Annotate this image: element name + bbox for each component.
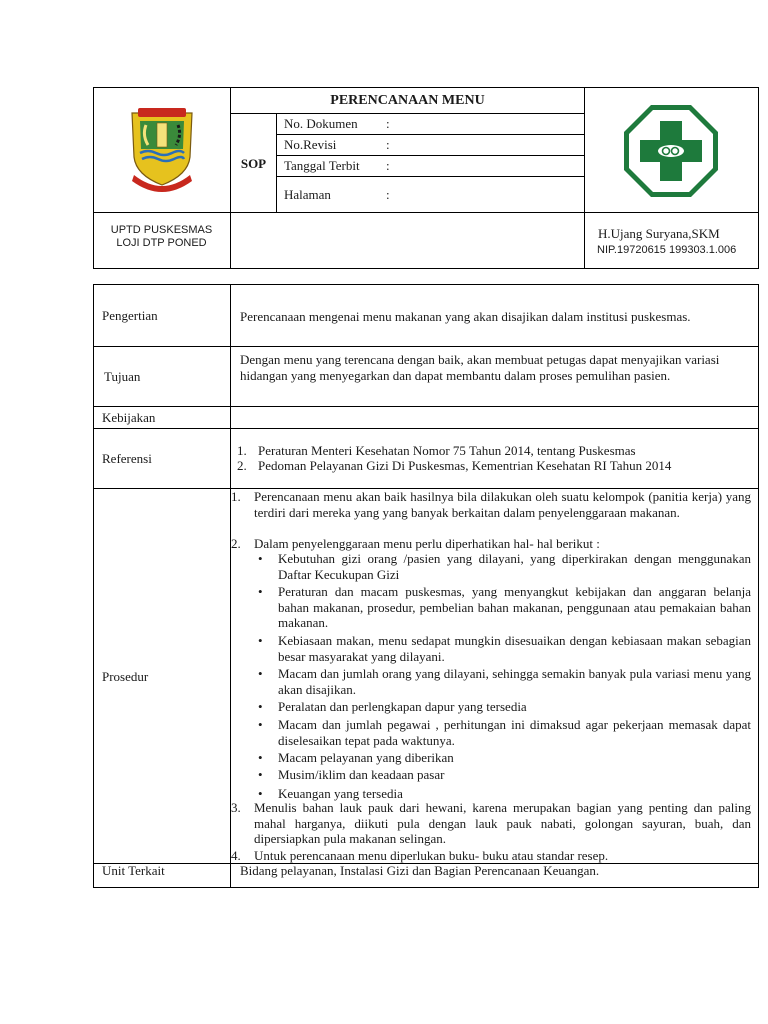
bullet-dot: •: [258, 551, 263, 566]
bullet-text: Peralatan dan perlengkapan dapur yang tersedia: [278, 699, 527, 714]
referensi-item-1: Peraturan Menteri Kesehatan Nomor 75 Tahun 2014, tentang Puskesmas: [258, 443, 636, 458]
kebijakan-label: Kebijakan: [102, 410, 156, 425]
referensi-item-2: Pedoman Pelayanan Gizi Di Puskesmas, Kementrian Kesehatan RI Tahun 2014: [258, 458, 672, 473]
bullet-text: Macam dan jumlah pegawai , perhitungan ini dimaksud agar pekerjaan memasak dapat diselesaikan tepat pada waktunya.: [278, 717, 751, 748]
signer-name: H.Ujang Suryana,SKM: [598, 226, 720, 241]
bullet-dot: •: [258, 666, 263, 681]
sop-label: SOP: [240, 156, 267, 171]
tujuan-text: Dengan menu yang terencana dengan baik, akan membuat petugas dapat menyajikan variasi hidangan yang menyegarkan dan dapat membantu dalam proses pemulihan pasien.: [240, 352, 720, 383]
document-title: PERENCANAAN MENU: [330, 93, 485, 108]
pengertian-text: Perencanaan mengenai menu makanan yang akan disajikan dalam institusi puskesmas.: [240, 309, 691, 324]
field-no-revisi-label: No.Revisi: [284, 137, 337, 152]
unit-terkait-text: Bidang pelayanan, Instalasi Gizi dan Bagian Perencanaan Keuangan.: [240, 863, 600, 878]
prosedur-item-4: Untuk perencanaan menu diperlukan buku- buku atau standar resep.: [254, 848, 609, 863]
prosedur-item-3: Menulis bahan lauk pauk dari hewani, karena merupakan bagian yang penting dan paling mahal harganya, diikuti pula dengan lauk pauk nabati, golongan sayuran, buah, dan dipersiapkan pula makanan selingan.: [254, 800, 751, 846]
prosedur-num-3: 3.: [231, 800, 241, 815]
bullet-dot: •: [258, 584, 263, 599]
field-tanggal-terbit-label: Tanggal Terbit: [284, 158, 360, 173]
field-tanggal-terbit-value: :: [386, 158, 390, 173]
prosedur-num-1: 1.: [231, 489, 241, 504]
bullet-text: Musim/iklim dan keadaan pasar: [278, 767, 445, 782]
prosedur-label: Prosedur: [102, 669, 149, 684]
bullet-text: Macam dan jumlah orang yang dilayani, sehingga semakin banyak pula variasi menu yang akan disajikan.: [278, 666, 751, 697]
bullet-text: Kebiasaan makan, menu sedapat mungkin disesuaikan dengan kebiasaan makan sebagian besar masyarakat yang dilayani.: [278, 633, 751, 664]
field-no-dokumen-value: :: [386, 116, 390, 131]
pengertian-label: Pengertian: [102, 308, 158, 323]
bullet-text: Peraturan dan macam puskesmas, yang menyangkut kebijakan dan anggaran belanja bahan makanan, prosedur, pembelian bahan makanan, penggunaan atau pemakaian bahan makanan.: [278, 584, 751, 630]
referensi-num-1: 1.: [237, 443, 247, 458]
bullet-text: Keuangan yang tersedia: [278, 786, 403, 801]
puskesmas-logo: [622, 103, 720, 199]
bullet-dot: •: [258, 750, 263, 765]
signer-nip: NIP.19720615 199303.1.006: [597, 244, 737, 256]
bullet-dot: •: [258, 786, 263, 801]
bullet-dot: •: [258, 699, 263, 714]
institution-name-line2: LOJI DTP PONED: [116, 237, 207, 249]
referensi-num-2: 2.: [237, 458, 247, 473]
unit-terkait-label: Unit Terkait: [102, 863, 165, 878]
field-no-dokumen-label: No. Dokumen: [284, 116, 358, 131]
field-halaman-value: :: [386, 187, 390, 202]
bullet-dot: •: [258, 767, 263, 782]
bullet-dot: •: [258, 633, 263, 648]
referensi-label: Referensi: [102, 451, 152, 466]
karawang-emblem-logo: [126, 105, 198, 195]
field-no-revisi-value: :: [386, 137, 390, 152]
bullet-text: Kebutuhan gizi orang /pasien yang dilayani, yang diperkirakan dengan menggunakan Daftar Kecukupan Gizi: [278, 551, 751, 582]
prosedur-item-2: Dalam penyelenggaraan menu perlu diperhatikan hal- hal berikut :: [254, 536, 600, 551]
bullet-dot: •: [258, 717, 263, 732]
bullet-text: Macam pelayanan yang diberikan: [278, 750, 454, 765]
tujuan-label: Tujuan: [104, 369, 141, 384]
institution-name-line1: UPTD PUSKESMAS: [110, 224, 213, 236]
prosedur-item-1: Perencanaan menu akan baik hasilnya bila dilakukan oleh suatu kelompok (panitia kerja) yang terdiri dari mereka yang yang banyak berkaitan dalam penyelenggaraan makanan.: [254, 489, 751, 520]
prosedur-num-4: 4.: [231, 848, 241, 863]
field-halaman-label: Halaman: [284, 187, 331, 202]
prosedur-num-2: 2.: [231, 536, 241, 551]
